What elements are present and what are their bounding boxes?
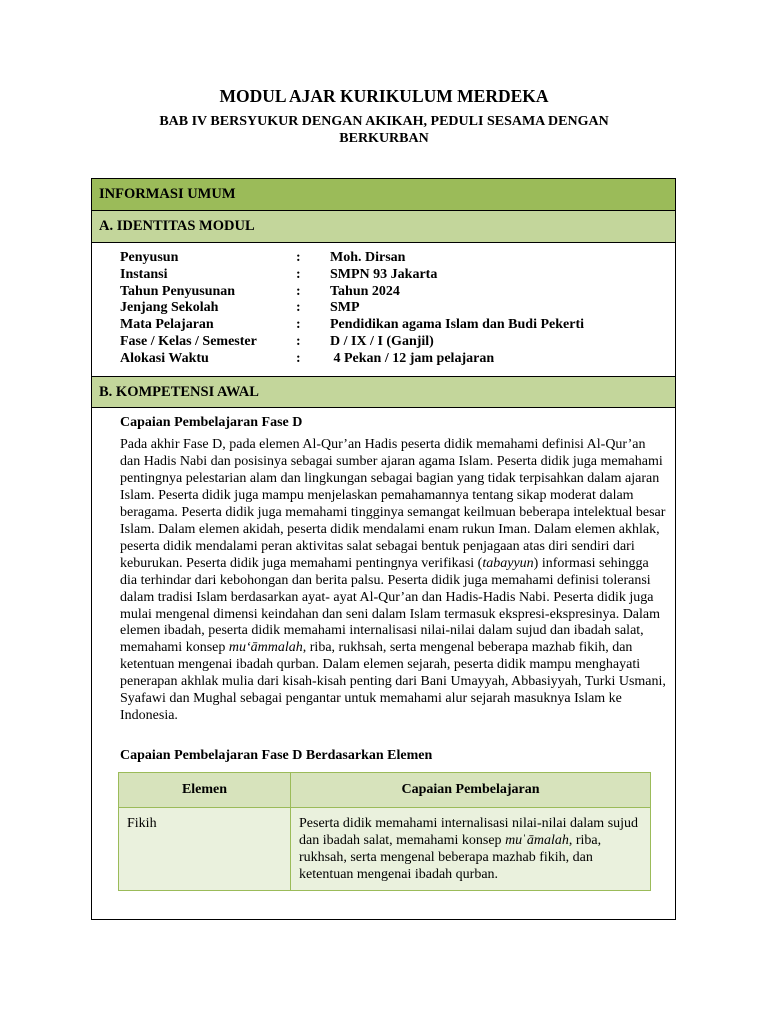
cell-text: Peserta didik memahami internalisasi nilai-nilai dalam sujud dan ibadah salat, memahami konsep bbox=[299, 816, 639, 848]
subtitle-line-1: BAB IV BERSYUKUR DENGAN AKIKAH, PEDULI SESAMA DENGAN bbox=[159, 114, 609, 129]
identitas-key: Mata Pelajaran bbox=[120, 317, 214, 333]
capaian-text: , riba, rukhsah, serta mengenal beberapa mazhab fikih, dan ketentuan mengenai ibadah qurban. Dalam elemen sejarah, peserta didik mampu menghayati penerapan akhlak mulia dari kisah-kisah penting dari Bani Umayyah, Abbasiyyah, Turki Usmani, Syafawi dan Mughal sebagai pengantar untuk memahami alur sejarah masuknya Islam ke Indonesia. bbox=[120, 640, 666, 724]
identitas-sep: : bbox=[296, 317, 301, 333]
identitas-key: Jenjang Sekolah bbox=[120, 300, 219, 316]
identitas-sep: : bbox=[296, 333, 301, 349]
document-subtitle bbox=[110, 113, 658, 147]
section-informasi-umum: INFORMASI UMUM bbox=[92, 179, 675, 211]
identitas-row bbox=[120, 317, 660, 334]
identitas-value: SMP bbox=[330, 300, 360, 316]
identitas-value: Tahun 2024 bbox=[330, 283, 400, 299]
identitas-row bbox=[120, 250, 660, 267]
capaian-text: Pada akhir Fase D, pada elemen Al-Qur’an Hadis peserta didik memahami definisi Al-Qur’an dan Hadis Nabi dan posisinya sebagai sumber ajaran agama Islam. Peserta didik juga memahami pentingnya pelestarian alam dan lingkungan sebagai bagian yang tidak terpisahkan dalam ajaran Islam. Peserta didik juga mampu menjelaskan pemahamannya tentang sikap moderat dalam beragama. Peserta didik juga memahami tingginya semangat keilmuan beberapa intelektual besar Islam. Dalam elemen akidah, peserta didik mendalami enam rukun Iman. Dalam elemen akhlak, peserta didik mendalami peran aktivitas salat sebagai bentuk penjagaan atas diri sendiri dari keburukan. Peserta didik juga memahami pentingnya verifikasi ( bbox=[120, 437, 666, 571]
section-kompetensi-awal: B. KOMPETENSI AWAL bbox=[92, 376, 675, 408]
table-header-row bbox=[119, 773, 651, 808]
identitas-sep: : bbox=[296, 283, 301, 299]
cell-italic-term: muˈāmalah bbox=[505, 833, 569, 848]
identitas-value: D / IX / I (Ganjil) bbox=[330, 333, 434, 349]
identitas-key: Tahun Penyusunan bbox=[120, 283, 236, 299]
subtitle-line-2: BERKURBAN bbox=[339, 131, 429, 146]
identitas-key: Instansi bbox=[120, 266, 168, 282]
identitas-value: Pendidikan agama Islam dan Budi Pekerti bbox=[330, 317, 584, 333]
identitas-key: Penyusun bbox=[120, 250, 179, 265]
cell-text: , riba, rukhsah, serta mengenal beberapa mazhab fikih, dan ketentuan mengenai ibadah qurban. bbox=[299, 833, 602, 882]
identitas-sep: : bbox=[296, 250, 301, 265]
identitas-value: 4 Pekan / 12 jam pelajaran bbox=[330, 350, 495, 366]
table-row bbox=[119, 808, 651, 891]
section-identitas-modul: A. IDENTITAS MODUL bbox=[92, 211, 675, 243]
capaian-italic-term: tabayyun bbox=[482, 555, 534, 571]
identitas-row bbox=[120, 300, 660, 317]
identitas-key: Fase / Kelas / Semester bbox=[120, 333, 257, 349]
table-header-elemen: Elemen bbox=[119, 773, 291, 808]
document-title: MODUL AJAR KURIKULUM MERDEKA bbox=[219, 86, 549, 106]
table-header-capaian: Capaian Pembelajaran bbox=[291, 773, 651, 808]
elemen-table-heading: Capaian Pembelajaran Fase D Berdasarkan Elemen bbox=[120, 748, 433, 763]
identitas-row bbox=[120, 334, 660, 351]
identitas-value: SMPN 93 Jakarta bbox=[330, 266, 438, 282]
table-cell-elemen: Fikih bbox=[119, 808, 291, 891]
module-frame bbox=[91, 178, 676, 920]
identitas-sep: : bbox=[296, 300, 301, 316]
identitas-row bbox=[120, 284, 660, 301]
elemen-table bbox=[118, 772, 651, 891]
capaian-italic-term: mu‘āmmalah bbox=[228, 640, 303, 656]
identitas-value: Moh. Dirsan bbox=[330, 250, 406, 265]
identitas-sep: : bbox=[296, 350, 301, 366]
identitas-list bbox=[120, 250, 660, 368]
identitas-row bbox=[120, 351, 660, 368]
identitas-row bbox=[120, 267, 660, 284]
identitas-key: Alokasi Waktu bbox=[120, 350, 209, 366]
capaian-heading: Capaian Pembelajaran Fase D bbox=[120, 415, 303, 430]
identitas-sep: : bbox=[296, 266, 301, 282]
table-cell-capaian bbox=[291, 808, 651, 891]
capaian-text: ) informasi sehingga dia terhindar dari kebohongan dan berita palsu. Peserta didik juga memahami definisi toleransi dalam tradisi Islam berdasarkan ayat- ayat Al-Qur’an dan Hadis-Hadis Nabi. Peserta didik juga mulai mengenal dimensi keindahan dan seni dalam Islam termasuk ekspresi-ekspresinya. Dalam elemen ibadah, peserta didik memahami internalisasi nilai-nilai dalam sujud dan ibadah salat, memahami konsep bbox=[120, 555, 661, 656]
capaian-paragraph bbox=[120, 437, 668, 725]
